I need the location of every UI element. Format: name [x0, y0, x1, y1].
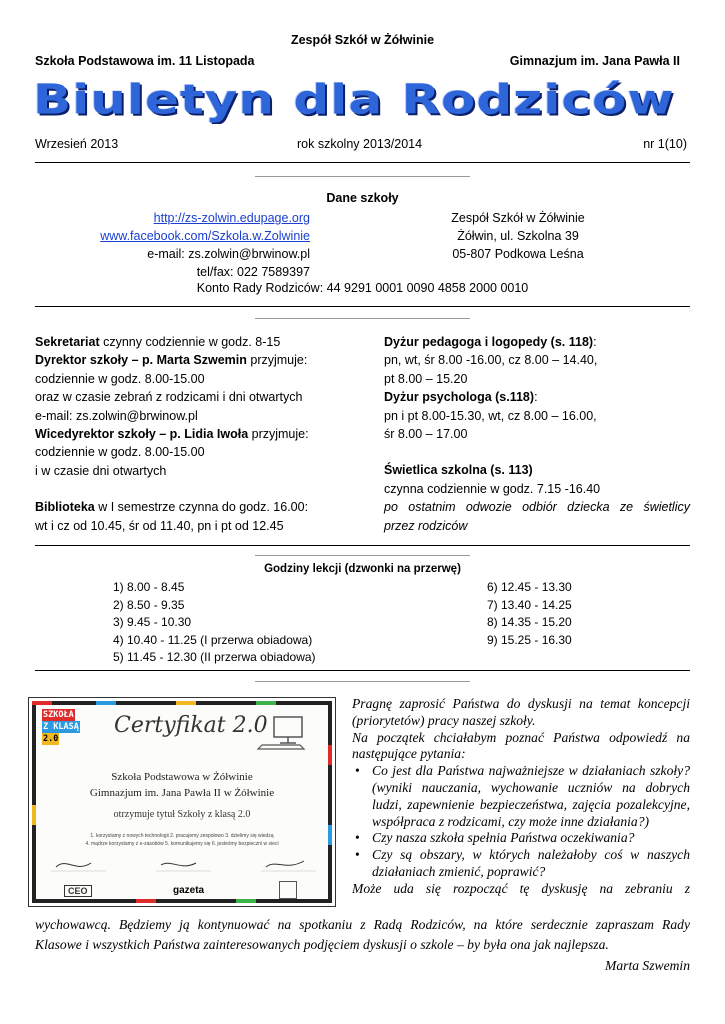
vice-director-hours: codziennie w godz. 8.00-15.00: [35, 445, 205, 460]
lesson-time: 5) 11.45 - 12.30 (II przerwa obiadowa): [113, 650, 316, 665]
primary-school-name: Szkoła Podstawowa im. 11 Listopada: [35, 54, 255, 68]
website-link[interactable]: http://zs-zolwin.edupage.org: [153, 211, 310, 225]
schedule-left-list: [113, 579, 316, 667]
afterschool-hours: czynna codziennie w godz. 7.15 -16.40: [384, 481, 601, 496]
question-item: • Co jest dla Państwa najważniejsze w działaniach szkoły?(wyniki nauczania, wychowanie uczniów na dobrych ludzi, zapewnienie bezpieczeństwa, zajęcia pozalekcyjne, współpraca z rodzicami, czy może inne działania?): [352, 763, 690, 830]
vice-director-text: przyjmuje:: [248, 427, 309, 442]
signatures-graphic: [46, 855, 326, 875]
address-city: 05-807 Podkowa Leśna: [452, 247, 584, 261]
divider: [35, 162, 690, 163]
issue-number: nr 1(10): [643, 137, 687, 151]
newsletter-banner: [33, 76, 693, 128]
school-phone: tel/fax: 022 7589397: [196, 265, 310, 279]
lesson-time: 4) 10.40 - 11.25 (I przerwa obiadowa): [113, 632, 313, 647]
pedagog-hours-friday: pt 8.00 – 15.20: [384, 371, 468, 386]
psychologist-hours-wed: śr 8.00 – 17.00: [384, 427, 468, 442]
certificate-award: otrzymuje tytuł Szkoły z klasą 2.0: [113, 809, 251, 820]
certificate-frame: [32, 701, 332, 903]
vice-director-note: i w czasie dni otwartych: [35, 463, 167, 478]
facebook-link[interactable]: www.facebook.com/Szkola.w.Zolwinie: [100, 229, 310, 243]
middle-school-name: Gimnazjum im. Jana Pawła II: [509, 54, 680, 68]
schedule-right-list: [487, 579, 572, 649]
school-group-title: Zespół Szkół w Żółwinie: [290, 33, 435, 47]
pedagog-label: Dyżur pedagoga i logopedy (s. 118): [384, 335, 594, 349]
school-info-title: Dane szkoły: [326, 191, 399, 205]
question-item: • Czy są obszary, w których należałoby coś w naszych działaniach zmienić, poprawić?: [352, 847, 690, 881]
article-closing-line2: wychowawcą. Będziemy ją kontynuować na spotkaniu z Radą Rodziców, na które serdecznie zapraszam Rady: [35, 917, 690, 932]
divider-short: [255, 681, 470, 682]
certificate-school-2: Gimnazjum im. Jana Pawła II w Żółwinie: [89, 787, 275, 799]
library-hours: wt i cz od 10.45, śr od 11.40, pn i pt od 12.45: [35, 518, 284, 533]
article-question-intro: Na początek chciałabym poznać Państwa odpowiedź na następujące pytania:: [352, 729, 690, 762]
certificate-image: [28, 697, 336, 907]
lesson-time: 1) 8.00 - 8.45: [113, 580, 185, 594]
director-hours: codziennie w godz. 8.00-15.00: [35, 371, 205, 386]
badge-line: SZKOŁA: [43, 710, 74, 720]
school-address-block: [438, 209, 598, 263]
school-email: e-mail: zs.zolwin@brwinow.pl: [147, 247, 310, 261]
divider-short: [255, 555, 470, 556]
badge-line: Z KLASĄ: [43, 722, 79, 732]
article-body: [352, 696, 690, 898]
library-label: Biblioteka: [35, 500, 95, 515]
gazeta-logo: gazeta: [173, 885, 205, 896]
director-note: oraz w czasie zebrań z rodzicami i dni otwartych: [35, 390, 303, 405]
psychologist-hours: pn i pt 8.00-15.30, wt, cz 8.00 – 16.00,: [384, 408, 597, 423]
bank-account: Konto Rady Rodziców: 44 9291 0001 0090 4858 2000 0010: [196, 281, 529, 295]
address-name: Zespół Szkół w Żółwinie: [451, 211, 585, 225]
ministry-emblem-icon: [279, 881, 297, 899]
badge-line: 2.0: [43, 734, 59, 744]
article-closing-line3: Klasowe i wszystkich Państwa zainteresowanych podjęciem dyskusji o szkole – by była ona jak najlepsza.: [35, 937, 609, 952]
certificate-title: Certyfikat 2.0: [114, 713, 268, 738]
computer-sketch-icon: [254, 713, 314, 753]
article-signature: Marta Szwemin: [605, 958, 690, 973]
divider: [35, 545, 690, 546]
question-item: • Czy nasza szkoła spełnia Państwa oczekiwania?: [352, 830, 690, 847]
afterschool-note: po ostatnim odwozie odbiór dziecka ze świetlicy: [384, 500, 690, 515]
article-intro: Pragnę zaprosić Państwa do dyskusji na temat koncepcji (priorytetów) pracy naszej szkoły.: [352, 696, 690, 728]
offices-left-column: [35, 333, 309, 535]
library-text: w I semestrze czynna do godz. 16.00:: [94, 500, 309, 515]
banner-title: Biuletyn dla Rodziców: [33, 76, 675, 124]
klasa-badge: [42, 709, 86, 749]
certificate-criteria-1: 1. korzystamy z nowych technologii 2. pracujemy zespołowo 3. dzielimy się wiedzą: [90, 833, 274, 839]
lesson-time: 3) 9.45 - 10.30: [113, 615, 192, 630]
lesson-time: 7) 13.40 - 14.25: [487, 597, 572, 612]
divider-short: [255, 176, 470, 177]
pedagog-hours: pn, wt, śr 8.00 -16.00, cz 8.00 – 14.40,: [384, 353, 598, 368]
school-year: rok szkolny 2013/2014: [297, 137, 423, 151]
lesson-time: 6) 12.45 - 13.30: [487, 580, 572, 594]
lesson-time: 8) 14.35 - 15.20: [487, 615, 572, 630]
lesson-time: 9) 15.25 - 16.30: [487, 632, 572, 647]
schedule-title: Godziny lekcji (dzwonki na przerwę): [264, 563, 461, 575]
psychologist-label: Dyżur psychologa (s.118): [384, 390, 535, 405]
secretariat-hours: czynny codziennie w godz. 8-15: [99, 335, 281, 349]
director-text: przyjmuje:: [246, 353, 308, 368]
certificate-school-1: Szkoła Podstawowa w Żółwinie: [111, 771, 253, 783]
question-list: [352, 763, 690, 881]
article-closing-start: Może uda się rozpocząć tę dyskusję na zebraniu z: [352, 880, 690, 896]
divider: [35, 306, 690, 307]
ceo-logo: CEO: [64, 885, 92, 897]
address-street: Żółwin, ul. Szkolna 39: [457, 229, 579, 243]
afterschool-label: Świetlica szkolna (s. 113): [384, 463, 533, 478]
psychologist-colon: :: [534, 390, 538, 405]
divider: [35, 670, 690, 671]
offices-right-column: [384, 333, 690, 535]
afterschool-note-end: przez rodziców: [384, 518, 468, 533]
vice-director-label: Wicedyrektor szkoły – p. Lidia Iwoła: [35, 427, 249, 442]
school-contact-block: [35, 209, 310, 281]
pedagog-colon: :: [593, 335, 597, 349]
issue-date: Wrzesień 2013: [35, 137, 119, 151]
director-email: e-mail: zs.zolwin@brwinow.pl: [35, 408, 198, 423]
director-label: Dyrektor szkoły – p. Marta Szwemin: [35, 353, 247, 368]
divider-short: [255, 318, 470, 319]
secretariat-label: Sekretariat: [35, 335, 100, 349]
lesson-time: 2) 8.50 - 9.35: [113, 597, 185, 612]
certificate-criteria-2: 4. mądrze korzystamy z e-zasobów 5. komunikujemy się 6. jesteśmy bezpieczni w sieci: [85, 841, 279, 847]
